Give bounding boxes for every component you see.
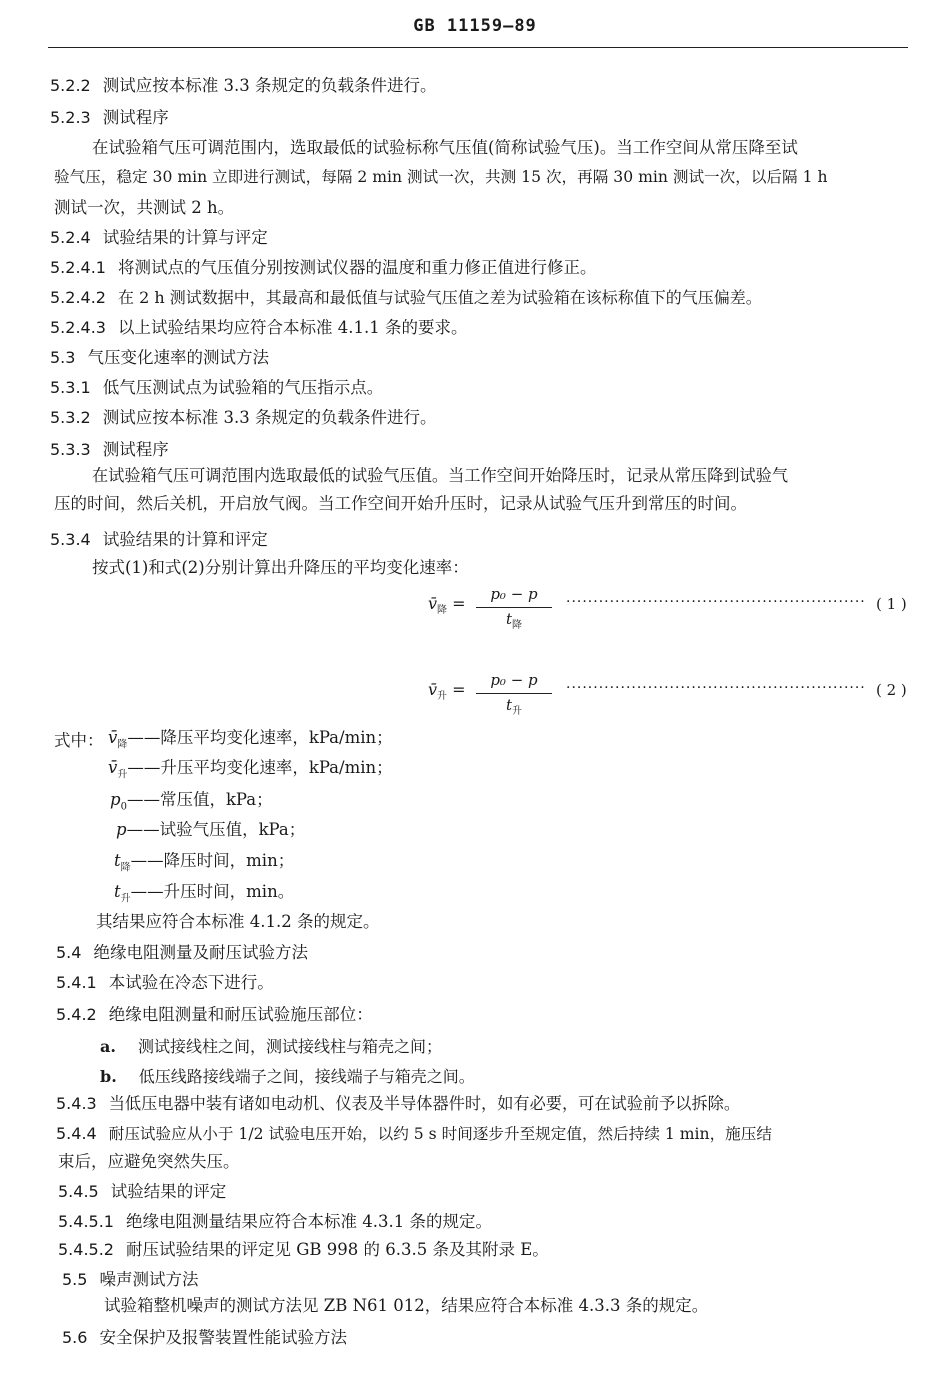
clause-5-2-4-3: 5.2.4.3 以上试验结果均应符合本标准 4.1.1 条的要求。	[50, 318, 468, 337]
clause-5-4-1: 5.4.1 本试验在冷态下进行。	[56, 973, 274, 992]
equation-1-lhs: $v̄_降$ =	[428, 594, 466, 617]
equation-2-number: ( 2 )	[876, 681, 907, 699]
paragraph-line: 验气压，稳定 30 min 立即进行测试，每隔 2 min 测试一次，共测 15 次，再隔 30 min 测试一次，以后隔 1 h	[54, 168, 828, 186]
list-item-b: b. 低压线路接线端子之间，接线端子与箱壳之间。	[100, 1067, 475, 1086]
definition-row: $v̄_升——$升压平均变化速率，kPa/min；	[108, 758, 393, 781]
header-rule	[48, 47, 908, 48]
list-item-a: a. 测试接线柱之间，测试接线柱与箱壳之间；	[100, 1037, 442, 1056]
paragraph-line: 在试验箱气压可调范围内，选取最低的试验标称气压值(简称试验气压)。当工作空间从常压降至试	[92, 138, 798, 157]
equation-2-lhs: $v̄_升$ =	[428, 680, 466, 703]
clause-5-4-5-1: 5.4.5.1 绝缘电阻测量结果应符合本标准 4.3.1 条的规定。	[58, 1212, 492, 1231]
clause-5-3-2: 5.3.2 测试应按本标准 3.3 条规定的负载条件进行。	[50, 408, 437, 427]
clause-5-4-5: 5.4.5 试验结果的评定	[58, 1182, 227, 1201]
clause-5-4: 5.4 绝缘电阻测量及耐压试验方法	[56, 943, 308, 962]
clause-5-3-3: 5.3.3 测试程序	[50, 440, 169, 459]
clause-5-4-4: 5.4.4 耐压试验应从小于 1/2 试验电压开始，以约 5 s 时间逐步升至规定值，然后持续 1 min，施压结	[56, 1124, 772, 1143]
definition-row: p——试验气压值，kPa；	[116, 820, 306, 839]
paragraph-line: 按式(1)和式(2)分别计算出升降压的平均变化速率：	[92, 558, 469, 577]
definition-row: $p_0——$常压值，kPa；	[110, 790, 273, 813]
paragraph-line: 其结果应符合本标准 4.1.2 条的规定。	[96, 912, 380, 931]
clause-5-6: 5.6 安全保护及报警装置性能试验方法	[62, 1328, 347, 1347]
clause-5-3-4: 5.3.4 试验结果的计算和评定	[50, 530, 268, 549]
clause-5-2-3: 5.2.3 测试程序	[50, 108, 169, 127]
paragraph-line: 试验箱整机噪声的测试方法见 ZB N61 012，结果应符合本标准 4.3.3 条的规定。	[104, 1296, 709, 1315]
equation-1-denominator: $t_降$	[505, 610, 523, 631]
paragraph-line: 压的时间，然后关机，开启放气阀。当工作空间开始升压时，记录从试验气压升到常压的时间。	[54, 494, 747, 513]
equation-2-denominator: $t_升$	[505, 696, 523, 717]
clause-5-5: 5.5 噪声测试方法	[62, 1270, 199, 1289]
where-label: 式中：	[54, 731, 104, 750]
definition-row: $t_降——$降压时间，min；	[114, 851, 295, 874]
clause-5-4-2: 5.4.2 绝缘电阻测量和耐压试验施压部位：	[56, 1005, 373, 1024]
equation-1-fraction-bar	[476, 607, 552, 608]
definition-row: $v̄_降——$降压平均变化速率，kPa/min；	[108, 728, 393, 751]
equation-2-numerator: p₀ − p	[490, 671, 538, 689]
clause-5-2-2: 5.2.2 测试应按本标准 3.3 条规定的负载条件进行。	[50, 76, 437, 95]
equation-1-number: ( 1 )	[876, 595, 907, 613]
clause-5-4-3: 5.4.3 当低压电器中装有诸如电动机、仪表及半导体器件时，如有必要，可在试验前予以拆除。	[56, 1094, 741, 1113]
equation-2-leader: ·······················································	[566, 680, 866, 696]
standard-code-header: GB 11159—89	[413, 16, 537, 36]
clause-5-3-1: 5.3.1 低气压测试点为试验箱的气压指示点。	[50, 378, 384, 397]
definition-row: $t_升——$升压时间，min。	[114, 882, 295, 905]
clause-5-3: 5.3 气压变化速率的测试方法	[50, 348, 269, 367]
clause-5-2-4-2: 5.2.4.2 在 2 h 测试数据中，其最高和最低值与试验气压值之差为试验箱在该标称值下的气压偏差。	[50, 288, 762, 307]
equation-2-fraction-bar	[476, 693, 552, 694]
clause-5-2-4: 5.2.4 试验结果的计算与评定	[50, 228, 268, 247]
clause-5-2-4-1: 5.2.4.1 将测试点的气压值分别按测试仪器的温度和重力修正值进行修正。	[50, 258, 597, 277]
paragraph-line: 束后，应避免突然失压。	[58, 1152, 240, 1171]
paragraph-line: 在试验箱气压可调范围内选取最低的试验气压值。当工作空间开始降压时，记录从常压降到试验气	[92, 466, 789, 485]
equation-1-leader: ·······················································	[566, 594, 866, 610]
clause-5-4-5-2: 5.4.5.2 耐压试验结果的评定见 GB 998 的 6.3.5 条及其附录 E。	[58, 1240, 549, 1259]
paragraph-line: 测试一次，共测试 2 h。	[54, 198, 235, 217]
equation-1-numerator: p₀ − p	[490, 585, 538, 603]
